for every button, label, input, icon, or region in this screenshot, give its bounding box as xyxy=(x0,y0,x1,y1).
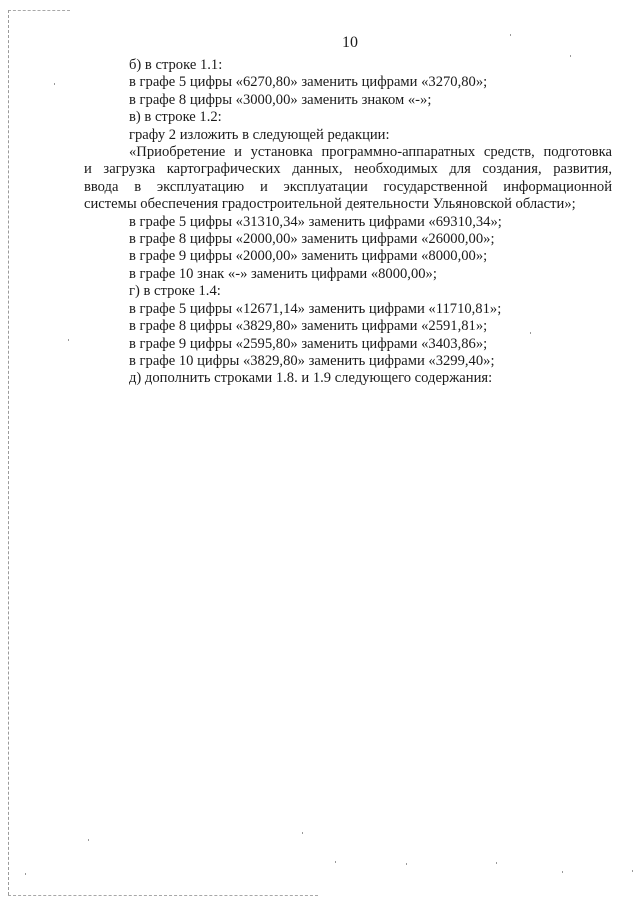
scan-speck xyxy=(406,863,407,865)
document-body xyxy=(84,57,612,388)
item-v-line-3: в графе 9 цифры «2000,00» заменить цифрами «8000,00»; xyxy=(129,248,488,265)
item-b-line-2: в графе 8 цифры «3000,00» заменить знаком «-»; xyxy=(129,91,432,108)
item-b-line-1: в графе 5 цифры «6270,80» заменить цифрами «3270,80»; xyxy=(129,74,488,91)
item-v-intro: графу 2 изложить в следующей редакции: xyxy=(129,126,390,143)
item-g-heading: г) в строке 1.4: xyxy=(129,283,221,300)
quoted-paragraph-line: ввода в эксплуатацию и эксплуатации государственной информационной xyxy=(84,178,612,195)
scan-speck xyxy=(496,862,497,864)
scan-speck xyxy=(562,871,563,873)
item-d-heading: д) дополнить строками 1.8. и 1.9 следующего содержания: xyxy=(129,370,493,387)
scan-border-top xyxy=(8,10,70,11)
scan-speck xyxy=(335,861,336,863)
scan-speck xyxy=(68,339,69,341)
scan-speck xyxy=(88,839,89,841)
scan-border-left xyxy=(8,10,9,895)
quoted-paragraph-line: системы обеспечения градостроительной деятельности Ульяновской области»; xyxy=(84,196,576,213)
quoted-paragraph-line: «Приобретение и установка программно-аппаратных средств, подготовка xyxy=(129,144,612,161)
scan-speck xyxy=(54,83,55,85)
item-g-line-4: в графе 10 цифры «3829,80» заменить цифрами «3299,40»; xyxy=(129,352,495,369)
item-g-line-3: в графе 9 цифры «2595,80» заменить цифрами «3403,86»; xyxy=(129,335,488,352)
page-number: 10 xyxy=(342,34,358,51)
quoted-paragraph-line: и загрузка картографических данных, необходимых для создания, развития, xyxy=(84,161,612,178)
item-v-line-1: в графе 5 цифры «31310,34» заменить цифрами «69310,34»; xyxy=(129,213,502,230)
item-g-line-1: в графе 5 цифры «12671,14» заменить цифрами «11710,81»; xyxy=(129,300,502,317)
scan-border-bottom xyxy=(8,895,318,896)
scan-speck xyxy=(25,873,26,875)
item-v-line-2: в графе 8 цифры «2000,00» заменить цифрами «26000,00»; xyxy=(129,231,495,248)
item-v-line-4: в графе 10 знак «-» заменить цифрами «8000,00»; xyxy=(129,265,437,282)
item-v-heading: в) в строке 1.2: xyxy=(129,109,222,126)
item-g-line-2: в графе 8 цифры «3829,80» заменить цифрами «2591,81»; xyxy=(129,318,488,335)
scan-speck xyxy=(302,832,303,834)
scan-speck xyxy=(632,870,633,872)
quoted-paragraph xyxy=(84,144,612,214)
item-b-heading: б) в строке 1.1: xyxy=(129,57,223,73)
